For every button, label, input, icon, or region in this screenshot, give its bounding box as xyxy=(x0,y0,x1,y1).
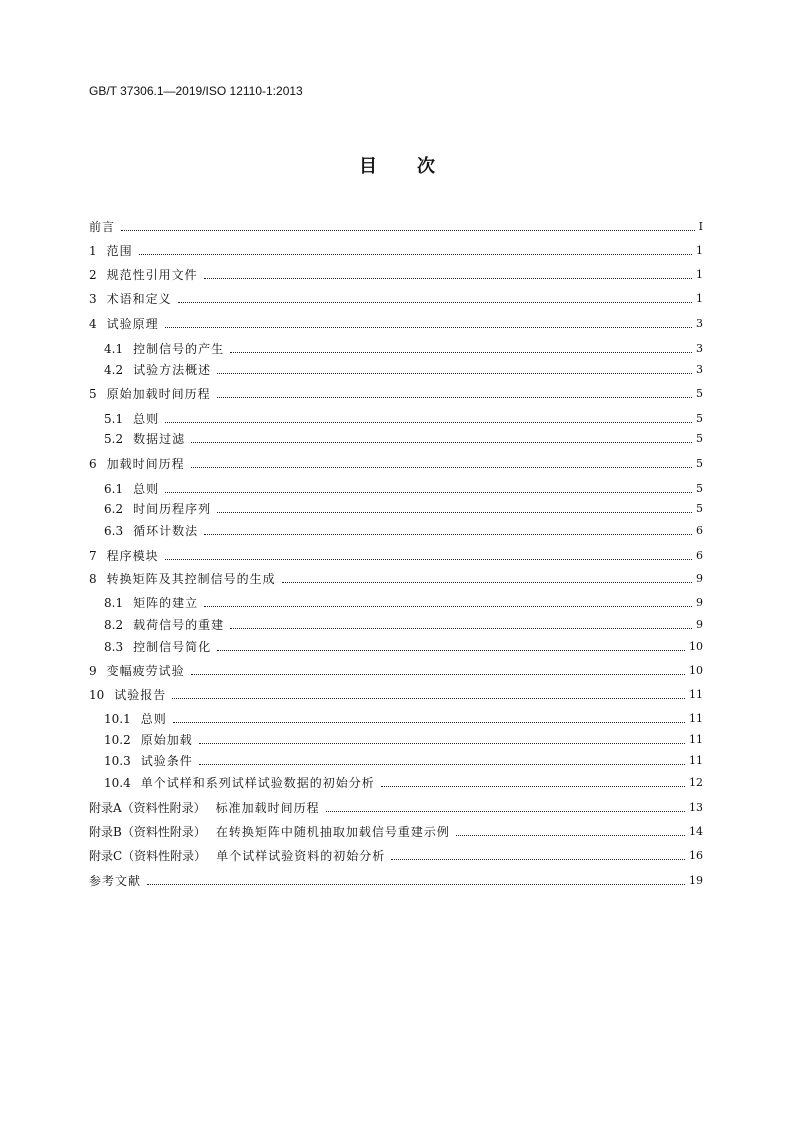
toc-entry-title: 参考文献 xyxy=(89,874,142,888)
dot-leader xyxy=(165,492,692,493)
toc-entry-number: 2 xyxy=(89,268,97,282)
toc-entry-page: 3 xyxy=(696,342,703,355)
toc-entry-page: 5 xyxy=(696,457,703,470)
toc-entry-title: 转换矩阵及其控制信号的生成 xyxy=(106,572,276,586)
dot-leader xyxy=(172,698,685,699)
toc-entry[interactable] xyxy=(89,219,703,235)
toc-entry[interactable] xyxy=(89,548,703,564)
dot-leader xyxy=(217,397,692,398)
toc-entry[interactable] xyxy=(104,595,703,611)
dot-leader xyxy=(217,512,692,513)
dot-leader xyxy=(173,722,685,723)
toc-entry-title: 程序模块 xyxy=(106,549,159,563)
toc-entry[interactable] xyxy=(89,571,703,587)
toc-entry-title: 试验方法概述 xyxy=(133,363,212,377)
toc-entry-page: 5 xyxy=(696,432,703,445)
toc-entry-title: 前言 xyxy=(89,220,116,234)
page-title: 目次 xyxy=(359,156,475,177)
toc-entry-number: 1 xyxy=(89,244,97,258)
toc-entry-number: 5 xyxy=(89,387,97,401)
toc-entry-title: 单个试样和系列试样试验数据的初始分析 xyxy=(140,776,375,790)
toc-entry-page: 11 xyxy=(689,733,703,746)
toc-entry[interactable] xyxy=(104,501,703,517)
toc-entry-title: 试验原理 xyxy=(106,317,159,331)
toc-entry-title: 在转换矩阵中随机抽取加载信号重建示例 xyxy=(215,825,450,839)
toc-entry-page: 3 xyxy=(696,363,703,376)
toc-entry-page: 1 xyxy=(696,292,703,305)
toc-entry-number: 10.4 xyxy=(104,776,131,790)
dot-leader xyxy=(282,582,692,583)
toc-entry-title: 试验条件 xyxy=(140,754,193,768)
toc-entry-page: 10 xyxy=(689,664,703,677)
toc-entry-number: 6.3 xyxy=(104,524,124,538)
dot-leader xyxy=(191,442,692,443)
toc-entry[interactable] xyxy=(89,824,703,840)
toc-entry-number: 8.2 xyxy=(104,618,124,632)
toc-entry-title: 原始加载 xyxy=(140,733,193,747)
toc-entry[interactable] xyxy=(104,523,703,539)
dot-leader xyxy=(230,352,692,353)
toc-entry[interactable] xyxy=(89,848,703,864)
toc-entry-page: 13 xyxy=(689,801,703,814)
toc-entry[interactable] xyxy=(104,362,703,378)
toc-entry[interactable] xyxy=(104,431,703,447)
toc-entry-title: 单个试样试验资料的初始分析 xyxy=(216,849,386,863)
standard-code-header: GB/T 37306.1—2019/ISO 12110-1:2013 xyxy=(89,84,303,98)
toc-entry[interactable] xyxy=(89,456,703,472)
toc-entry[interactable] xyxy=(89,687,703,703)
toc-entry-page: 11 xyxy=(689,712,703,725)
toc-entry-number: 10.1 xyxy=(104,712,131,726)
toc-entry-number: 3 xyxy=(89,292,97,306)
toc-entry-title: 标准加载时间历程 xyxy=(215,801,320,815)
toc-entry-number: 10.2 xyxy=(104,733,131,747)
toc-entry-number: 附录B（资料性附录） xyxy=(89,825,206,839)
toc-entry-title: 控制信号简化 xyxy=(133,640,212,654)
toc-entry-title: 时间历程序列 xyxy=(133,502,212,516)
toc-entry-title: 范围 xyxy=(106,244,133,258)
dot-leader xyxy=(165,327,692,328)
toc-entry[interactable] xyxy=(89,873,703,889)
dot-leader xyxy=(191,674,685,675)
toc-entry-page: 5 xyxy=(696,412,703,425)
dot-leader xyxy=(217,373,692,374)
toc-entry[interactable] xyxy=(89,316,703,332)
toc-entry-page: 5 xyxy=(696,482,703,495)
dot-leader xyxy=(381,786,685,787)
toc-entry-page: 6 xyxy=(696,549,703,562)
toc-entry-number: 8.1 xyxy=(104,596,124,610)
toc-entry[interactable] xyxy=(104,775,703,791)
toc-entry-title: 总则 xyxy=(133,482,160,496)
dot-leader xyxy=(165,422,692,423)
toc-entry-number: 9 xyxy=(89,664,97,678)
dot-leader xyxy=(204,278,692,279)
toc-entry-title: 载荷信号的重建 xyxy=(133,618,225,632)
toc-entry-number: 5.2 xyxy=(104,432,124,446)
toc-entry-number: 10 xyxy=(89,688,105,702)
dot-leader xyxy=(204,606,692,607)
toc-entry-page: 1 xyxy=(696,244,703,257)
dot-leader xyxy=(230,628,692,629)
toc-entry[interactable] xyxy=(89,386,703,402)
toc-entry-number: 4 xyxy=(89,317,97,331)
toc-entry[interactable] xyxy=(104,639,703,655)
toc-entry[interactable] xyxy=(89,663,703,679)
toc-entry-number: 6.1 xyxy=(104,482,124,496)
toc-entry-page: 1 xyxy=(696,268,703,281)
toc-entry[interactable] xyxy=(104,753,703,769)
toc-entry-page: 6 xyxy=(696,524,703,537)
toc-entry-title: 控制信号的产生 xyxy=(133,342,225,356)
dot-leader xyxy=(139,254,692,255)
toc-entry-title: 变幅疲劳试验 xyxy=(106,664,185,678)
dot-leader xyxy=(147,884,685,885)
toc-entry-title: 循环计数法 xyxy=(133,524,199,538)
toc-entry-title: 数据过滤 xyxy=(133,432,186,446)
toc-entry[interactable] xyxy=(104,411,703,427)
dot-leader xyxy=(191,467,692,468)
toc-entry-page: 11 xyxy=(689,754,703,767)
dot-leader xyxy=(178,302,692,303)
toc-entry-page: 10 xyxy=(689,640,703,653)
toc-entry-number: 7 xyxy=(89,549,97,563)
dot-leader xyxy=(199,743,685,744)
toc-entry-number: 8 xyxy=(89,572,97,586)
toc-entry-title: 试验报告 xyxy=(114,688,167,702)
toc-entry-page: 16 xyxy=(689,849,703,862)
toc-entry[interactable] xyxy=(89,291,703,307)
dot-leader xyxy=(204,534,692,535)
toc-entry-page: 11 xyxy=(689,688,703,701)
toc-entry-page: 19 xyxy=(689,874,703,887)
toc-entry-title: 矩阵的建立 xyxy=(133,596,199,610)
dot-leader xyxy=(391,859,685,860)
toc-entry[interactable] xyxy=(104,481,703,497)
toc-entry-page: 5 xyxy=(696,387,703,400)
toc-entry-number: 8.3 xyxy=(104,640,124,654)
toc-entry-number: 6.2 xyxy=(104,502,124,516)
toc-entry-title: 术语和定义 xyxy=(106,292,172,306)
toc-entry-page: 12 xyxy=(689,776,703,789)
toc-entry-page: 14 xyxy=(689,825,703,838)
toc-entry[interactable] xyxy=(89,243,703,259)
dot-leader xyxy=(217,650,685,651)
toc-entry[interactable] xyxy=(104,732,703,748)
toc-entry-page: 9 xyxy=(696,572,703,585)
toc-entry[interactable] xyxy=(89,800,703,816)
toc-entry[interactable] xyxy=(89,267,703,283)
toc-entry-title: 规范性引用文件 xyxy=(106,268,198,282)
toc-entry-number: 附录C（资料性附录） xyxy=(89,849,207,863)
toc-entry-page: 5 xyxy=(696,502,703,515)
toc-entry-page: Ⅰ xyxy=(698,220,703,233)
toc-entry[interactable] xyxy=(104,617,703,633)
toc-entry-page: 3 xyxy=(696,317,703,330)
toc-entry-title: 原始加载时间历程 xyxy=(106,387,211,401)
toc-entry-page: 9 xyxy=(696,618,703,631)
toc-entry[interactable] xyxy=(104,341,703,357)
toc-entry-number: 5.1 xyxy=(104,412,124,426)
toc-entry-number: 10.3 xyxy=(104,754,131,768)
toc-entry-number: 附录A（资料性附录） xyxy=(89,801,206,815)
dot-leader xyxy=(165,559,692,560)
toc-entry-number: 4.1 xyxy=(104,342,124,356)
dot-leader xyxy=(121,230,695,231)
toc-entry-page: 9 xyxy=(696,596,703,609)
dot-leader xyxy=(456,835,685,836)
dot-leader xyxy=(326,811,685,812)
toc-entry-title: 总则 xyxy=(133,412,160,426)
toc-entry-number: 6 xyxy=(89,457,97,471)
dot-leader xyxy=(199,764,685,765)
toc-entry[interactable] xyxy=(104,711,703,727)
toc-entry-title: 总则 xyxy=(140,712,167,726)
toc-entry-title: 加载时间历程 xyxy=(106,457,185,471)
toc-entry-number: 4.2 xyxy=(104,363,124,377)
